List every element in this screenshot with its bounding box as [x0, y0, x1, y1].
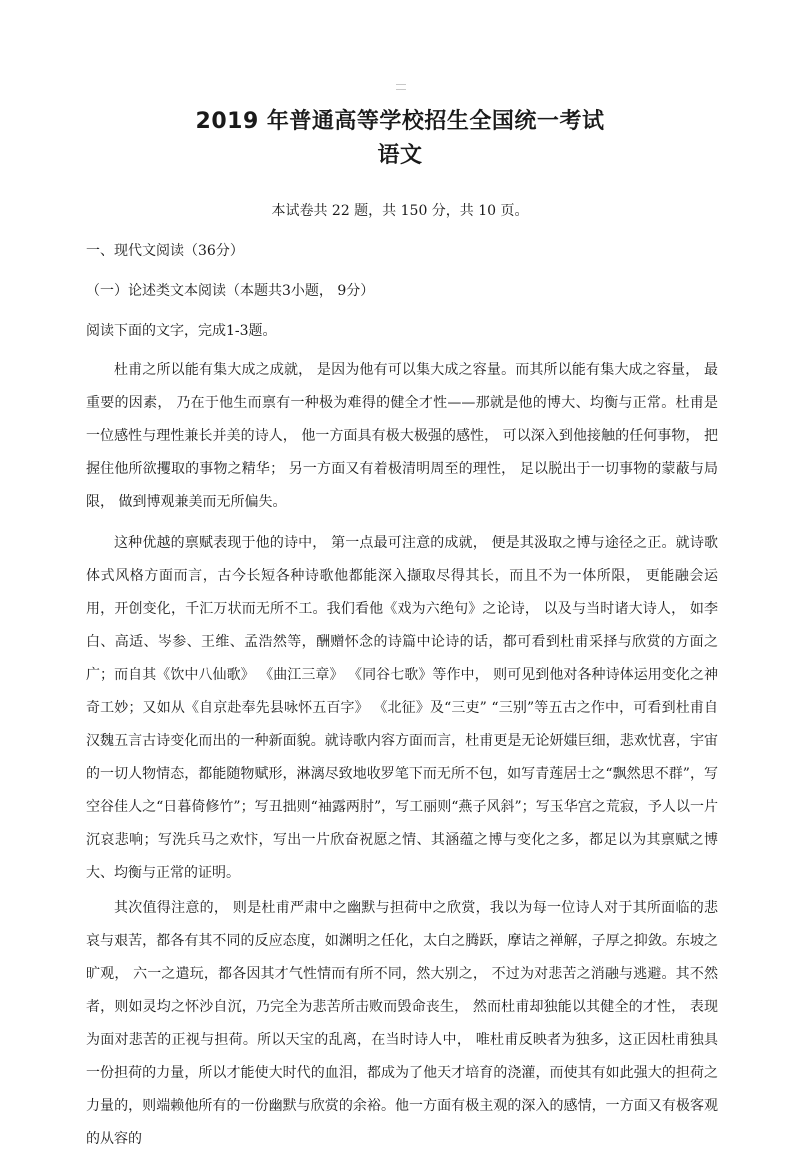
subsection-heading: （一）论述类文本阅读（本题共3小题， 9分）: [86, 283, 375, 299]
passage-paragraph-1: 杜甫之所以能有集大成之成就， 是因为他有可以集大成之容量。而其所以能有集大成之容量， 最重要的因素， 乃在于他生而禀有一种极为难得的健全才性——那就是他的博大、均衡与正常。杜甫是一位感性与理性兼长并美的诗人， 他一方面具有极大极强的感性， 可以深入到他接触的任何事物， 把握住他所欲攫取的事物之精华； 另一方面又有着极清明周至的理性， 足以脱出于一切事物的蒙蔽与局限， 做到博观兼美而无所偏失。: [86, 362, 718, 510]
passage-paragraph-3: 其次值得注意的， 则是杜甫严肃中之幽默与担荷中之欣赏，我以为每一位诗人对于其所面临的悲哀与艰苦，都各有其不同的反应态度，如渊明之任化，太白之腾跃，摩诘之禅解，子厚之抑敛。东坡之旷观， 六一之遣玩，都各因其才气性情而有所不同，然大别之， 不过为对悲苦之消融与逃避。其不然者，则如灵均之怀沙自沉，乃完全为悲苦所击败而毁命丧生， 然而杜甫却独能以其健全的才性， 表现为面对悲苦的正视与担荷。所以天宝的乱离，在当时诗人中， 唯杜甫反映者为独多，这正因杜甫独具一份担荷的力量，所以才能使大时代的血泪，都成为了他天才培育的浇灌，而使其有如此强大的担荷之力量的，则端赖他所有的一份幽默与欣赏的余裕。他一方面有极主观的深入的感情，一方面又有极客观的从容的: [86, 900, 718, 1147]
exam-subject: 语文: [377, 143, 423, 168]
exam-intro: 本试卷共 22 题，共 150 分，共 10 页。: [271, 203, 529, 219]
section-heading: 一、现代文阅读（36分）: [86, 243, 244, 259]
header-mark: [396, 84, 406, 90]
passage-paragraph-2: 这种优越的禀赋表现于他的诗中， 第一点最可注意的成就， 便是其汲取之博与途径之正。就诗歌体式风格方面而言，古今长短各种诗歌他都能深入撷取尽得其长，而且不为一体所限， 更能融会运用，开创变化，千汇万状而无所不工。我们看他《戏为六绝句》之论诗， 以及与当时诸大诗人， 如李白、高适、岑参、王维、孟浩然等，酬赠怀念的诗篇中论诗的话，都可看到杜甫采择与欣赏的方面之广；而自其《饮中八仙歌》 《曲江三章》 《同谷七歌》等作中， 则可见到他对各种诗体运用变化之神奇工妙；又如从《自京赴奉先县咏怀五百字》 《北征》及“三吏” “三别”等五古之作中，可看到杜甫自汉魏五言古诗变化而出的一种新面貌。就诗歌内容方面而言，杜甫更是无论妍媸巨细，悲欢忧喜，宇宙的一切人物情态，都能随物赋形，淋漓尽致地收罗笔下而无所不包，如写青莲居士之“飘然思不群”，写空谷佳人之“日暮倚修竹”；写丑拙则“袖露两肘”，写工丽则“燕子风斜”；写玉华宫之荒寂，予人以一片沉哀悲响；写洗兵马之欢忭，写出一片欣奋祝愿之情、其涵蕴之博与变化之多，都足以为其禀赋之博大、均衡与正常的证明。: [86, 535, 718, 881]
exam-title: 2019 年普通高等学校招生全国统一考试: [195, 109, 605, 134]
reading-instruction: 阅读下面的文字，完成1-3题。: [86, 323, 277, 339]
